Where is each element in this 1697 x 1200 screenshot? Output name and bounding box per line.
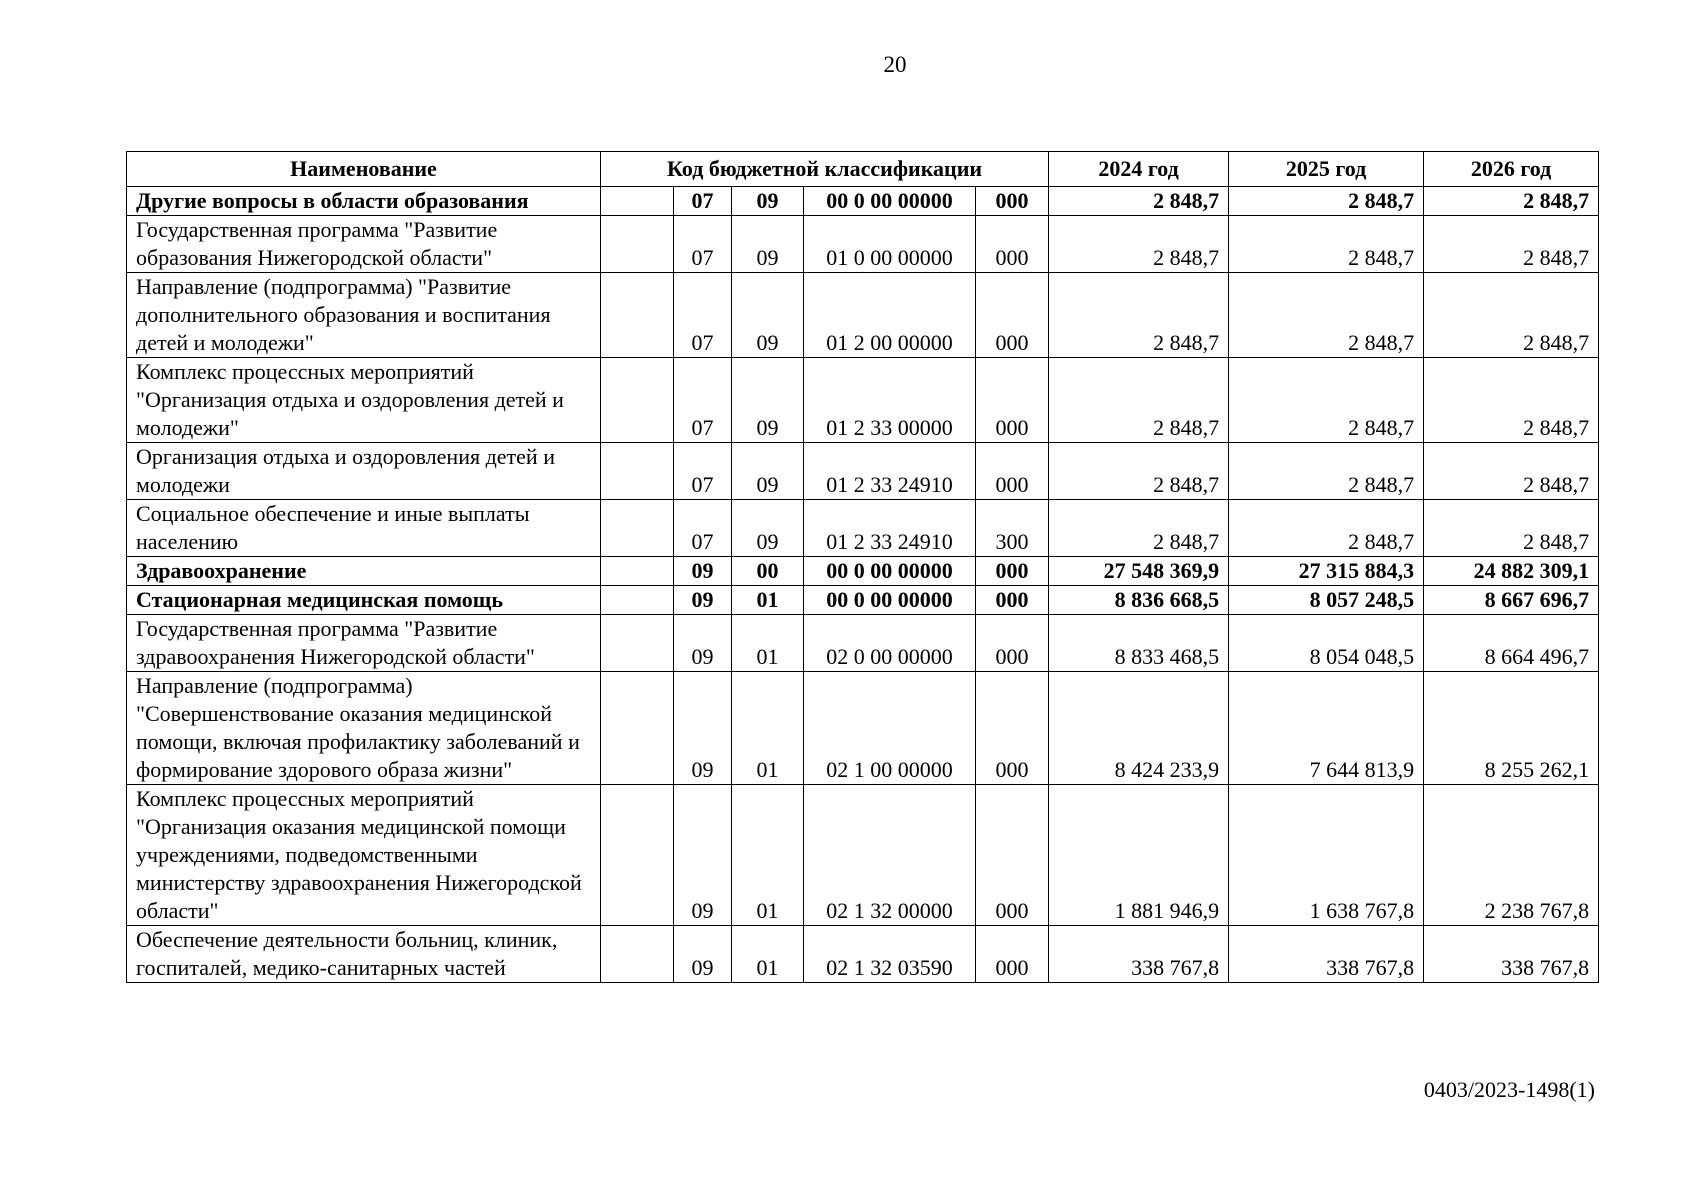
empty-cell: [601, 557, 674, 586]
header-2024: 2024 год: [1049, 152, 1229, 187]
row-name: Направление (подпрограмма) "Развитие дополнительного образования и воспитания детей и молодежи": [127, 273, 601, 358]
row-name: Обеспечение деятельности больниц, клиник, госпиталей, медико-санитарных частей: [127, 926, 601, 983]
code-target-article: 02 1 32 03590: [804, 926, 976, 983]
row-name: Другие вопросы в области образования: [127, 187, 601, 216]
value-2025: 8 054 048,5: [1229, 615, 1424, 672]
value-2026: 2 848,7: [1424, 500, 1599, 557]
code-subsection: 09: [732, 358, 804, 443]
table-body: [127, 187, 1599, 983]
code-section: 07: [674, 187, 732, 216]
value-2025: 2 848,7: [1229, 500, 1424, 557]
value-2025: 2 848,7: [1229, 358, 1424, 443]
code-section: 09: [674, 586, 732, 615]
value-2024: 2 848,7: [1049, 273, 1229, 358]
empty-cell: [601, 216, 674, 273]
code-section: 07: [674, 500, 732, 557]
code-subsection: 09: [732, 500, 804, 557]
table-row: [127, 187, 1599, 216]
value-2025: 338 767,8: [1229, 926, 1424, 983]
value-2026: 2 848,7: [1424, 443, 1599, 500]
table-row: [127, 926, 1599, 983]
code-section: 09: [674, 557, 732, 586]
code-section: 07: [674, 273, 732, 358]
code-expense-type: 000: [976, 273, 1049, 358]
value-2025: 2 848,7: [1229, 216, 1424, 273]
code-subsection: 01: [732, 785, 804, 926]
code-target-article: 02 0 00 00000: [804, 615, 976, 672]
empty-cell: [601, 187, 674, 216]
value-2024: 2 848,7: [1049, 500, 1229, 557]
row-name: Социальное обеспечение и иные выплаты населению: [127, 500, 601, 557]
code-target-article: 01 2 33 24910: [804, 443, 976, 500]
header-code: Код бюджетной классификации: [601, 152, 1049, 187]
code-expense-type: 000: [976, 926, 1049, 983]
empty-cell: [601, 785, 674, 926]
table-row: [127, 358, 1599, 443]
code-target-article: 02 1 00 00000: [804, 672, 976, 785]
code-expense-type: 300: [976, 500, 1049, 557]
table-row: [127, 443, 1599, 500]
empty-cell: [601, 443, 674, 500]
code-section: 09: [674, 926, 732, 983]
table-row: [127, 615, 1599, 672]
code-section: 09: [674, 785, 732, 926]
row-name: Государственная программа "Развитие образования Нижегородской области": [127, 216, 601, 273]
table-row: [127, 586, 1599, 615]
code-subsection: 01: [732, 672, 804, 785]
empty-cell: [601, 273, 674, 358]
value-2024: 8 424 233,9: [1049, 672, 1229, 785]
empty-cell: [601, 500, 674, 557]
value-2026: 338 767,8: [1424, 926, 1599, 983]
value-2025: 1 638 767,8: [1229, 785, 1424, 926]
header-2026: 2026 год: [1424, 152, 1599, 187]
value-2024: 2 848,7: [1049, 187, 1229, 216]
code-subsection: 00: [732, 557, 804, 586]
code-target-article: 01 0 00 00000: [804, 216, 976, 273]
value-2024: 2 848,7: [1049, 358, 1229, 443]
code-expense-type: 000: [976, 672, 1049, 785]
code-subsection: 09: [732, 216, 804, 273]
empty-cell: [601, 586, 674, 615]
code-expense-type: 000: [976, 443, 1049, 500]
table-row: [127, 785, 1599, 926]
code-target-article: 00 0 00 00000: [804, 557, 976, 586]
table-row: [127, 557, 1599, 586]
code-subsection: 01: [732, 586, 804, 615]
row-name: Здравоохранение: [127, 557, 601, 586]
code-section: 07: [674, 216, 732, 273]
code-target-article: 01 2 33 00000: [804, 358, 976, 443]
header-row: [127, 152, 1599, 187]
table-row: [127, 216, 1599, 273]
code-section: 07: [674, 358, 732, 443]
code-section: 07: [674, 443, 732, 500]
code-expense-type: 000: [976, 615, 1049, 672]
code-subsection: 09: [732, 187, 804, 216]
code-subsection: 09: [732, 443, 804, 500]
value-2024: 338 767,8: [1049, 926, 1229, 983]
code-target-article: 01 2 00 00000: [804, 273, 976, 358]
value-2024: 2 848,7: [1049, 443, 1229, 500]
value-2026: 2 848,7: [1424, 216, 1599, 273]
row-name: Организация отдыха и оздоровления детей и молодежи: [127, 443, 601, 500]
row-name: Стационарная медицинская помощь: [127, 586, 601, 615]
header-2025: 2025 год: [1229, 152, 1424, 187]
value-2026: 8 664 496,7: [1424, 615, 1599, 672]
value-2024: 27 548 369,9: [1049, 557, 1229, 586]
code-target-article: 00 0 00 00000: [804, 187, 976, 216]
value-2024: 2 848,7: [1049, 216, 1229, 273]
code-subsection: 01: [732, 615, 804, 672]
budget-table: [126, 151, 1599, 983]
code-expense-type: 000: [976, 187, 1049, 216]
row-name: Комплекс процессных мероприятий "Организация отдыха и оздоровления детей и молодежи": [127, 358, 601, 443]
code-expense-type: 000: [976, 586, 1049, 615]
value-2025: 27 315 884,3: [1229, 557, 1424, 586]
code-subsection: 09: [732, 273, 804, 358]
value-2026: 2 238 767,8: [1424, 785, 1599, 926]
table-row: [127, 500, 1599, 557]
value-2025: 2 848,7: [1229, 443, 1424, 500]
value-2024: 1 881 946,9: [1049, 785, 1229, 926]
table-row: [127, 672, 1599, 785]
row-name: Направление (подпрограмма) "Совершенствование оказания медицинской помощи, включая профилактику заболеваний и формирование здорового образа жизни": [127, 672, 601, 785]
code-expense-type: 000: [976, 216, 1049, 273]
value-2025: 2 848,7: [1229, 273, 1424, 358]
row-name: Государственная программа "Развитие здравоохранения Нижегородской области": [127, 615, 601, 672]
code-section: 09: [674, 672, 732, 785]
empty-cell: [601, 358, 674, 443]
value-2024: 8 833 468,5: [1049, 615, 1229, 672]
page-number: 20: [883, 52, 907, 77]
empty-cell: [601, 615, 674, 672]
code-target-article: 01 2 33 24910: [804, 500, 976, 557]
value-2025: 7 644 813,9: [1229, 672, 1424, 785]
code-expense-type: 000: [976, 358, 1049, 443]
value-2026: 2 848,7: [1424, 358, 1599, 443]
value-2026: 24 882 309,1: [1424, 557, 1599, 586]
value-2026: 2 848,7: [1424, 187, 1599, 216]
document-code: 0403/2023-1498(1): [1423, 1077, 1595, 1102]
row-name: Комплекс процессных мероприятий "Организация оказания медицинской помощи учреждениями, подведомственными министерству здравоохранения Нижегородской области": [127, 785, 601, 926]
value-2026: 8 255 262,1: [1424, 672, 1599, 785]
value-2025: 8 057 248,5: [1229, 586, 1424, 615]
value-2026: 2 848,7: [1424, 273, 1599, 358]
value-2024: 8 836 668,5: [1049, 586, 1229, 615]
empty-cell: [601, 926, 674, 983]
code-target-article: 00 0 00 00000: [804, 586, 976, 615]
code-subsection: 01: [732, 926, 804, 983]
code-expense-type: 000: [976, 785, 1049, 926]
code-section: 09: [674, 615, 732, 672]
value-2025: 2 848,7: [1229, 187, 1424, 216]
header-name: Наименование: [127, 152, 601, 187]
value-2026: 8 667 696,7: [1424, 586, 1599, 615]
empty-cell: [601, 672, 674, 785]
code-expense-type: 000: [976, 557, 1049, 586]
code-target-article: 02 1 32 00000: [804, 785, 976, 926]
table-row: [127, 273, 1599, 358]
